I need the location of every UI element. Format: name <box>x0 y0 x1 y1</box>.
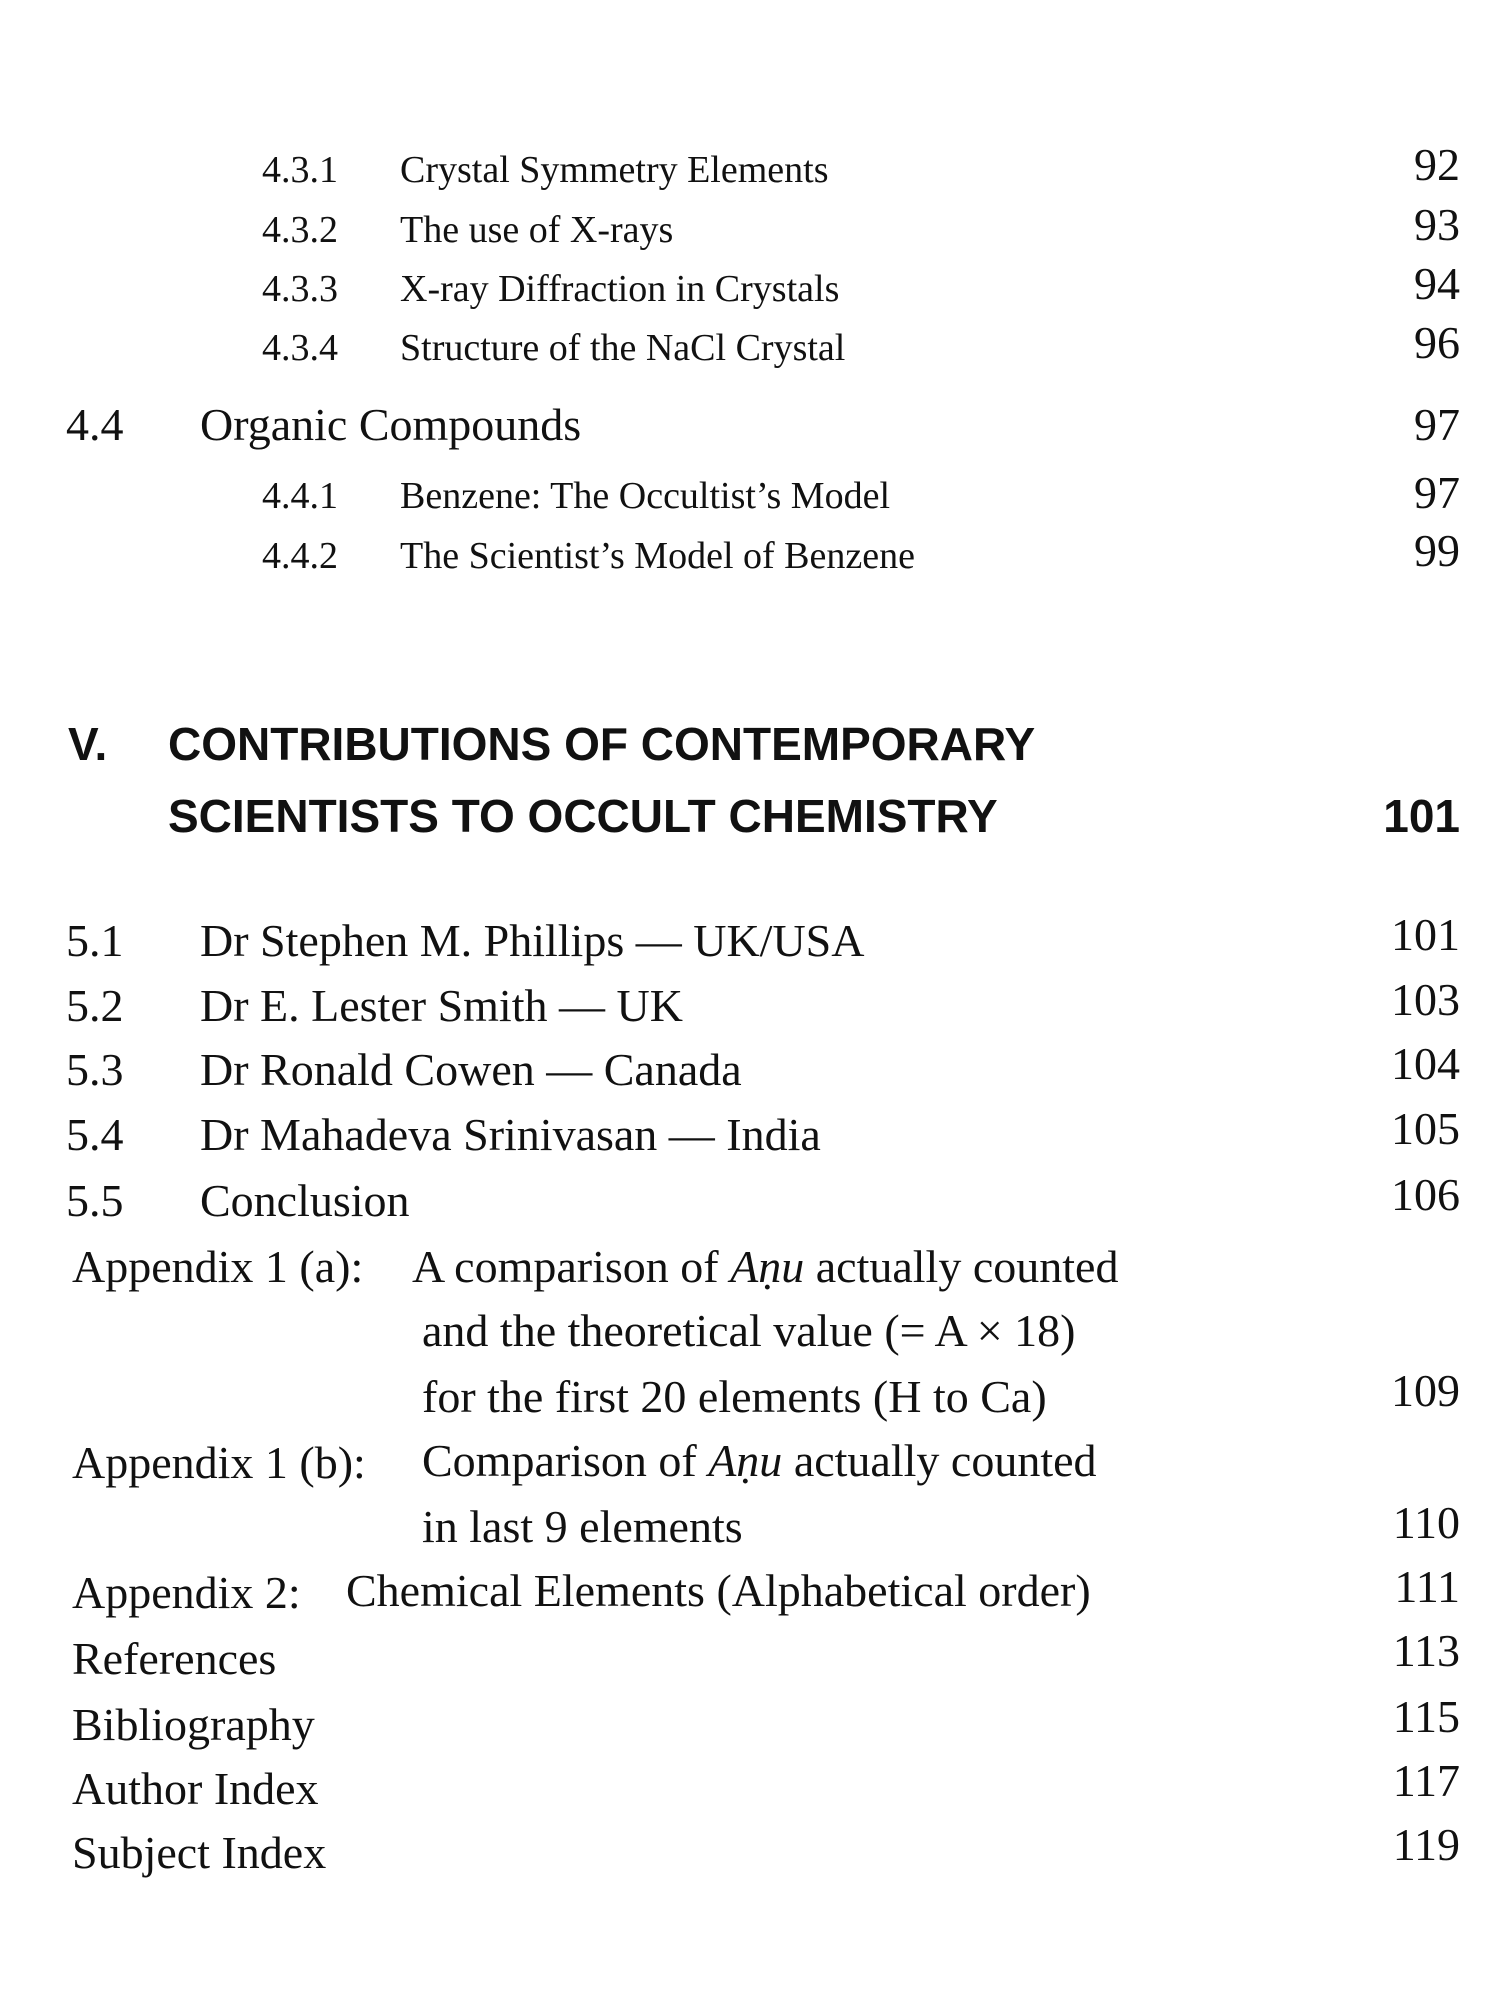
toc-entry-4-3-4 <box>0 317 1500 376</box>
entry-number: 5.2 <box>66 980 124 1031</box>
entry-title: Crystal Symmetry Elements <box>400 149 829 191</box>
entry-page: 117 <box>1392 1755 1460 1806</box>
entry-page: 97 <box>1414 399 1460 450</box>
appendix-label: Appendix 1 (b): <box>72 1437 366 1488</box>
entry-title: Subject Index <box>72 1827 327 1878</box>
entry-title: Conclusion <box>200 1175 410 1226</box>
anu-term: Aṇu <box>730 1241 805 1292</box>
chapter-title-line-1: CONTRIBUTIONS OF CONTEMPORARY <box>168 718 1036 770</box>
toc-entry-5-4 <box>0 1103 1500 1168</box>
entry-number: 4.4.1 <box>262 475 338 517</box>
toc-entry-5-1 <box>0 909 1500 974</box>
entry-page: 119 <box>1392 1819 1460 1870</box>
appendix-line-2: in last 9 elements <box>422 1501 743 1552</box>
toc-entry-4-3-3 <box>0 258 1500 317</box>
entry-number: 5.5 <box>66 1175 124 1226</box>
toc-entry-4-4-1 <box>0 467 1500 524</box>
entry-page: 110 <box>1392 1497 1460 1548</box>
entry-page: 97 <box>1414 467 1460 518</box>
entry-number: 4.3.1 <box>262 149 338 191</box>
entry-page: 93 <box>1414 199 1460 250</box>
entry-title: Dr E. Lester Smith — UK <box>200 980 683 1031</box>
entry-number: 4.3.3 <box>262 268 338 310</box>
entry-page: 103 <box>1391 974 1460 1025</box>
entry-title: Bibliography <box>72 1699 315 1750</box>
chapter-title-line-2: SCIENTISTS TO OCCULT CHEMISTRY <box>168 790 998 842</box>
entry-number: 4.4 <box>66 399 124 450</box>
entry-page: 101 <box>1391 909 1460 960</box>
entry-title: Dr Mahadeva Srinivasan — India <box>200 1109 821 1160</box>
entry-page: 94 <box>1414 258 1460 309</box>
entry-title: References <box>72 1633 277 1684</box>
entry-number: 5.4 <box>66 1109 124 1160</box>
entry-page: 92 <box>1414 139 1460 190</box>
anu-term: Aṇu <box>708 1435 783 1486</box>
appendix-line-1: A comparison of Aṇu actually counted <box>412 1241 1119 1292</box>
entry-number: 4.4.2 <box>262 535 338 577</box>
entry-page: 106 <box>1391 1169 1460 1220</box>
toc-entry-4-3-2 <box>0 199 1500 258</box>
entry-title: Dr Ronald Cowen — Canada <box>200 1044 742 1095</box>
entry-page: 96 <box>1414 317 1460 368</box>
chapter-page: 101 <box>1383 790 1460 842</box>
entry-title: Dr Stephen M. Phillips — UK/USA <box>200 915 865 966</box>
entry-page: 113 <box>1392 1625 1460 1676</box>
entry-title: X-ray Diffraction in Crystals <box>400 268 840 310</box>
entry-title: Author Index <box>72 1763 319 1814</box>
toc-entry-5-5 <box>0 1169 1500 1234</box>
entry-page: 105 <box>1391 1103 1460 1154</box>
entry-number: 5.3 <box>66 1044 124 1095</box>
appendix-line-2: and the theoretical value (= A × 18) <box>422 1305 1076 1356</box>
entry-page: 115 <box>1392 1691 1460 1742</box>
toc-entry-5-3 <box>0 1038 1500 1103</box>
toc-entry-4-3-1 <box>0 139 1500 198</box>
entry-title: Organic Compounds <box>200 399 582 450</box>
entry-title: Benzene: The Occultist’s Model <box>400 475 891 517</box>
appendix-title: Chemical Elements (Alphabetical order) <box>346 1565 1091 1616</box>
entry-page: 111 <box>1394 1561 1460 1612</box>
toc-entry-5-2 <box>0 974 1500 1039</box>
appendix-label: Appendix 1 (a): <box>72 1241 364 1292</box>
appendix-label: Appendix 2: <box>72 1567 301 1618</box>
entry-title: The Scientist’s Model of Benzene <box>400 535 915 577</box>
toc-entry-4-4-2 <box>0 525 1500 584</box>
entry-page: 104 <box>1391 1038 1460 1089</box>
appendix-line-3: for the first 20 elements (H to Ca) <box>422 1371 1047 1422</box>
entry-page: 99 <box>1414 525 1460 576</box>
entry-title: Structure of the NaCl Crystal <box>400 327 846 369</box>
entry-title: The use of X-rays <box>400 209 674 251</box>
toc-entry-4-4 <box>0 398 1500 458</box>
chapter-number: V. <box>68 718 108 770</box>
entry-number: 4.3.2 <box>262 209 338 251</box>
appendix-line-1: Comparison of Aṇu actually counted <box>422 1435 1097 1486</box>
entry-page: 109 <box>1391 1365 1460 1416</box>
entry-number: 5.1 <box>66 915 124 966</box>
entry-number: 4.3.4 <box>262 327 338 369</box>
